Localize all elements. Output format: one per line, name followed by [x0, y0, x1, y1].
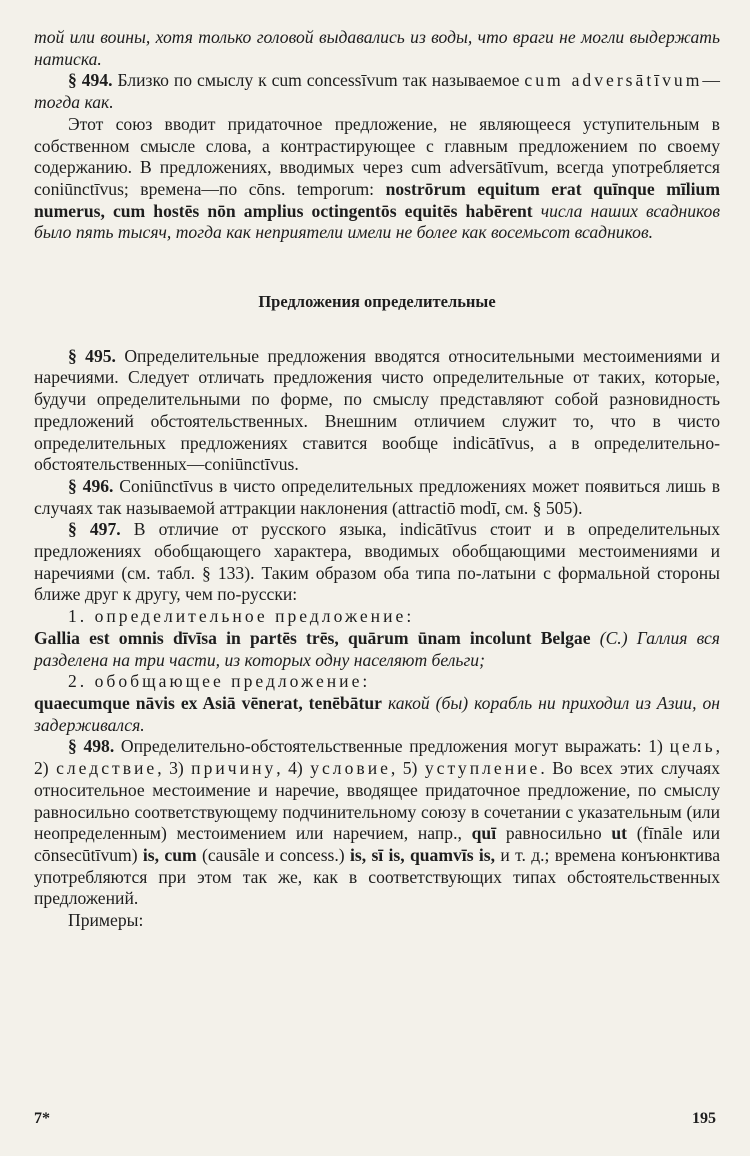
list-item-1: 1. определительное предложение: — [68, 606, 415, 627]
section-text: и т. д.; времена конъюнктива употребляются при этом так же, как в соответствующих типах обстоятельственных предложений. — [34, 844, 720, 909]
spaced-term: условие — [310, 758, 391, 779]
spaced-term: причину — [191, 758, 277, 779]
section-text: Определительные предложения вводятся относительными местоимениями и наречиями. Следует отличать предложения чисто определительные от таких, которые, будучи определительными по форме, по смыслу представляют собой разновидность предложений обстоятельственных. Внешним отличием служит то, что в чисто определительных предложениях ставится вообще indicātīvus, а в определительно-обстоятельственных—coniūnctīvus. — [34, 345, 720, 475]
section-497 — [34, 519, 720, 606]
term-spaced: cum adversātīvum — [524, 70, 703, 91]
section-text: , 4) — [276, 758, 311, 779]
section-text: , 3) — [157, 758, 192, 779]
section-495 — [34, 346, 720, 476]
section-text: В отличие от русского языка, indicātīvus стоит и в определительных предложениях обобщающего характера, вводимых обобщающими местоимениями и наречиями (см. табл. § 133). Таким образом оба типа по-латыни с формальной стороны ближе друг к другу, чем по-русски: — [34, 519, 721, 605]
paragraph-continuation: той или воины, хотя только головой выдавались из воды, что враги не могли выдержать натиска. — [34, 27, 720, 69]
section-heading: Предложения определительные — [258, 292, 496, 312]
page-number: 195 — [692, 1110, 716, 1127]
section-text: , 2) — [34, 736, 720, 779]
section-text: Близко по смыслу к cum concessīvum так называемое — [112, 70, 525, 91]
examples-label: Примеры: — [68, 910, 144, 931]
spaced-term: уступление — [424, 758, 541, 779]
section-number: § 495. — [68, 345, 116, 366]
signature-mark: 7* — [34, 1110, 50, 1127]
spaced-term: следствие — [56, 758, 158, 779]
latin-example: quaecumque nāvis ex Asiā vēnerat, tenēbātur — [34, 692, 382, 713]
example-1 — [34, 628, 720, 671]
page-body — [34, 27, 720, 932]
section-number: § 497. — [68, 519, 121, 540]
section-494-body — [34, 114, 720, 244]
latin-term: ut — [611, 823, 628, 844]
section-number: § 494. — [68, 70, 113, 91]
section-text: равносильно — [496, 823, 612, 844]
section-text: Определительно-обстоятельственные предложения могут выражать: 1) — [114, 736, 670, 757]
section-text: Coniūnctīvus в чисто определительных предложениях может появиться лишь в случаях так называемой аттракции наклонения (attractiō modī, см. § 505). — [34, 475, 721, 518]
section-text: Этот союз вводит придаточное предложение, не являющееся уступительным в собственном смысле слова, а контрастирующее с главным предложением по своему содержанию. В предложениях, вводимых через cum adversātīvum, всегда употребляется coniūnctīvus; времена—по cōns. temporum: — [34, 113, 720, 199]
section-text: (causāle и concess.) — [196, 844, 350, 865]
section-496 — [34, 476, 720, 519]
latin-example: Gallia est omnis dīvīsa in partēs trēs, quārum ūnam incolunt Belgae — [34, 627, 591, 648]
section-text: . Во всех этих случаях относительное местоимение и наречие, вводящее придаточное предложение, по смыслу равносильно соответствующему подчинительному союзу в сочетании с указательным (или неопределенным) местоимением или наречием, напр., — [34, 758, 720, 844]
example-2 — [34, 693, 720, 736]
translation: какой (бы) корабль ни приходил из Азии, он задерживался. — [34, 692, 720, 735]
section-number: § 498. — [68, 736, 115, 757]
dash: — — [702, 70, 720, 91]
source-ref: (С.) — [590, 627, 637, 648]
translation: тогда как. — [34, 92, 114, 113]
translation: числа наших всадников было пять тысяч, тогда как неприятели имели не более как восемьсот всадников. — [34, 200, 720, 243]
section-number: § 496. — [68, 475, 114, 496]
section-498 — [34, 736, 720, 910]
section-text: , 5) — [390, 758, 425, 779]
translation: Галлия вся разделена на три части, из которых одну населяют бельги; — [34, 627, 720, 670]
latin-term: is, sī is, quamvīs is, — [349, 844, 496, 865]
latin-term: is, cum — [142, 844, 197, 865]
section-494 — [34, 70, 720, 113]
latin-term: quī — [471, 823, 497, 844]
latin-example: nostrōrum equitum erat quīnque mīlium numerus, cum hostēs nōn amplius octingentōs equitēs habērent — [34, 178, 720, 221]
list-item-2: 2. обобщающее предложение: — [68, 671, 371, 692]
section-text: (fīnāle или cōnsecūtīvum) — [34, 823, 720, 865]
spaced-term: цель — [669, 736, 716, 757]
